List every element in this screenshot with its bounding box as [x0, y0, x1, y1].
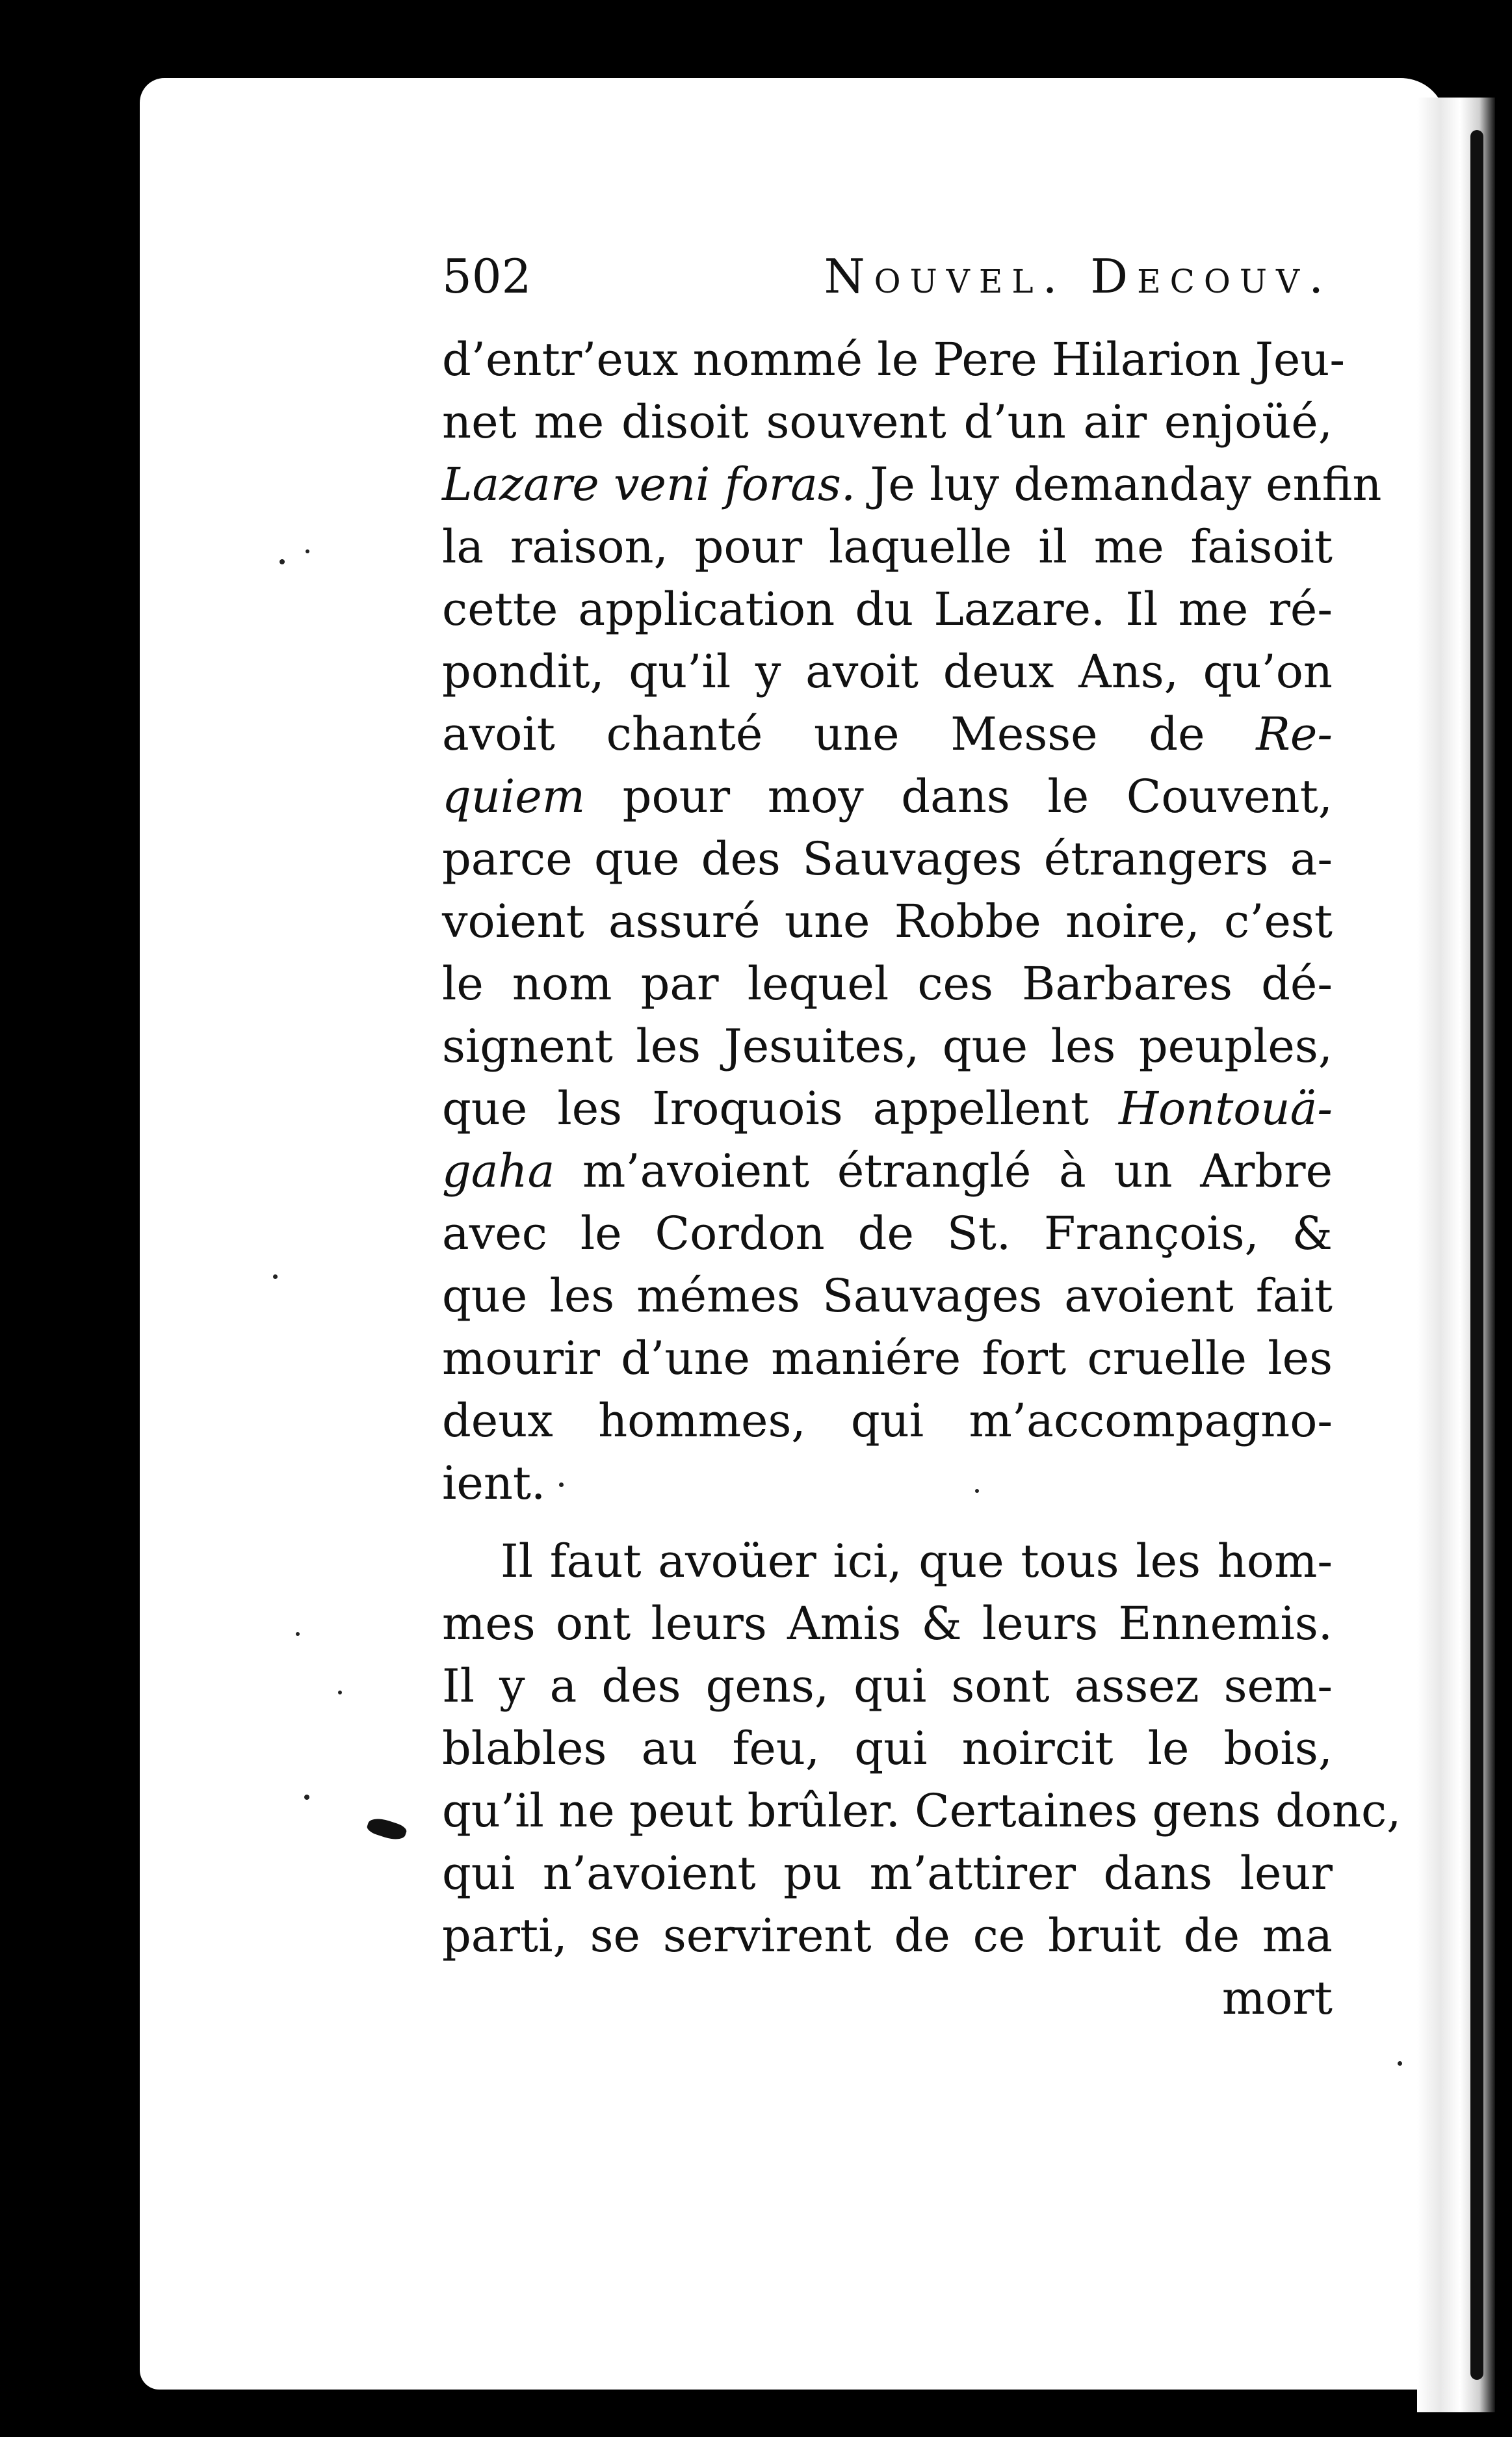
- running-head: Nouvel. Decouv.: [824, 249, 1333, 304]
- text-line: mes ont leurs Amis & leurs Ennemis.: [442, 1597, 1333, 1650]
- text-line: qu’il ne peut brûler. Certaines gens donc,: [442, 1784, 1401, 1838]
- speck: [280, 559, 285, 564]
- text-line: pondit, qu’il y avoit deux Ans, qu’on: [442, 645, 1333, 698]
- text-line: qui n’avoient pu m’attirer dans leur: [442, 1847, 1333, 1900]
- text-line: le nom par lequel ces Barbares dé-: [442, 957, 1333, 1010]
- text-line: d’entr’eux nommé le Pere Hilarion Jeu-: [442, 333, 1345, 386]
- text-line: voient assuré une Robbe noire, c’est: [442, 895, 1333, 948]
- speck: [559, 1482, 564, 1487]
- text-line: avec le Cordon de St. François, &: [442, 1207, 1333, 1260]
- speck: [338, 1691, 342, 1694]
- text-line: parti, se servirent de ce bruit de ma: [442, 1909, 1333, 1962]
- text-line: net me disoit souvent d’un air enjoüé,: [442, 395, 1333, 449]
- speck: [273, 1274, 278, 1279]
- text-line: gaha m’avoient étranglé à un Arbre: [442, 1144, 1333, 1198]
- text-line: la raison, pour laquelle il me faisoit: [442, 520, 1333, 573]
- text-line: avoit chanté une Messe de Re-: [442, 707, 1333, 761]
- text-line: Il faut avoüer ici, que tous les hom-: [501, 1535, 1333, 1588]
- speck: [304, 1795, 309, 1800]
- text-line: quiem pour moy dans le Couvent,: [442, 770, 1333, 823]
- text-line: cette application du Lazare. Il me ré-: [442, 583, 1333, 636]
- text-line: Lazare veni foras. Je luy demanday enfin: [442, 458, 1382, 511]
- text-line: deux hommes, qui m’accompagno-: [442, 1394, 1333, 1447]
- text-line: que les Iroquois appellent Hontouä-: [442, 1082, 1333, 1135]
- text-line: mourir d’une maniére fort cruelle les: [442, 1332, 1333, 1385]
- speck: [1398, 2061, 1402, 2066]
- catchword: mort: [1221, 1971, 1333, 2025]
- text-line: parce que des Sauvages étrangers a-: [442, 832, 1333, 886]
- text-line: Il y a des gens, qui sont assez sem-: [442, 1659, 1333, 1713]
- text-line: blables au feu, qui noircit le bois,: [442, 1722, 1333, 1775]
- page-number: 502: [442, 249, 532, 304]
- text-line: ient.: [442, 1456, 546, 1510]
- speck: [296, 1632, 300, 1636]
- speck: [306, 549, 309, 553]
- text-line: que les mémes Sauvages avoient fait: [442, 1269, 1333, 1323]
- speck: [975, 1489, 979, 1493]
- text-line: signent les Jesuites, que les peuples,: [442, 1020, 1333, 1073]
